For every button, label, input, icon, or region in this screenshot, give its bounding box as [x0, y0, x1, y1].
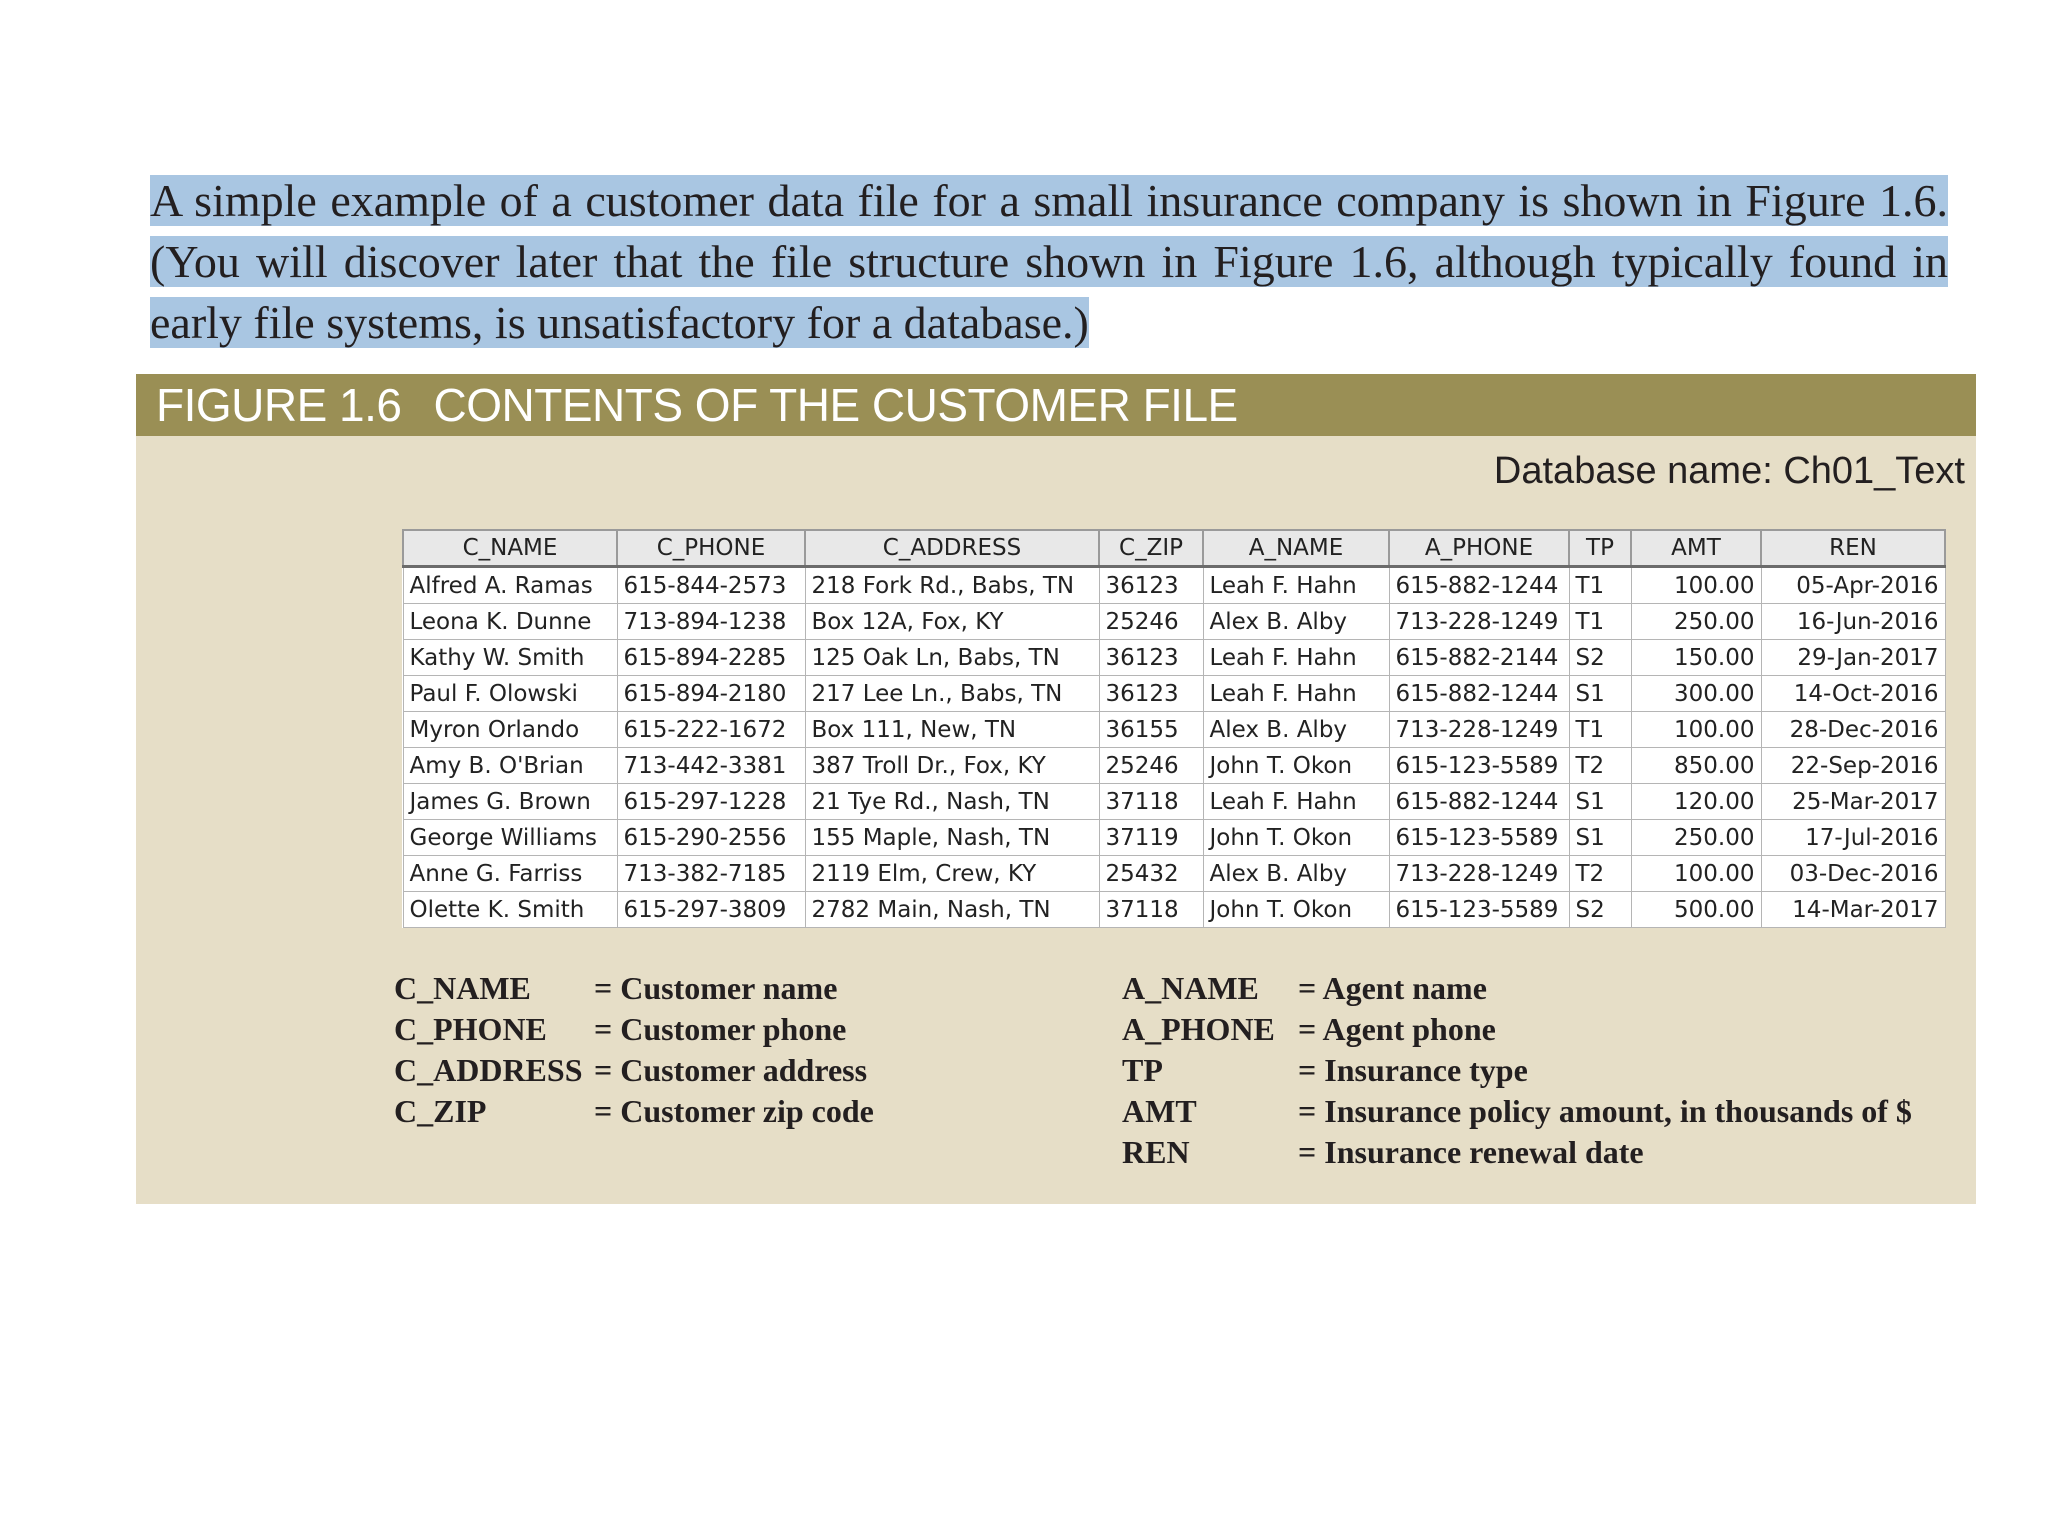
- table-cell-c-address: 125 Oak Ln, Babs, TN: [805, 640, 1099, 676]
- table-row: [403, 676, 1945, 712]
- table-cell-c-name: Olette K. Smith: [403, 892, 617, 928]
- legend-key: C_PHONE: [394, 1011, 547, 1047]
- legend-item: [394, 1091, 874, 1132]
- table-cell-c-phone: 713-894-1238: [617, 604, 805, 640]
- column-header: C_ZIP: [1099, 530, 1203, 567]
- table-cell-a-name: Leah F. Hahn: [1203, 784, 1389, 820]
- table-cell-tp: T2: [1569, 748, 1631, 784]
- figure-title: CONTENTS OF THE CUSTOMER FILE: [433, 379, 1238, 431]
- table-cell-ren: 25-Mar-2017: [1761, 784, 1945, 820]
- table-cell-a-phone: 713-228-1249: [1389, 712, 1569, 748]
- legend-item: [394, 968, 874, 1009]
- legend-item: [1122, 1009, 1912, 1050]
- column-header: REN: [1761, 530, 1945, 567]
- table-row: [403, 784, 1945, 820]
- table-cell-a-name: John T. Okon: [1203, 820, 1389, 856]
- table-cell-a-name: Alex B. Alby: [1203, 604, 1389, 640]
- table-row: [403, 856, 1945, 892]
- legend-item: [1122, 1132, 1912, 1173]
- intro-paragraph: [150, 170, 1948, 353]
- table-cell-tp: T2: [1569, 856, 1631, 892]
- table-cell-c-zip: 37118: [1099, 892, 1203, 928]
- table-cell-c-zip: 36155: [1099, 712, 1203, 748]
- table-cell-c-zip: 25432: [1099, 856, 1203, 892]
- table-row: [403, 567, 1945, 604]
- table-cell-c-phone: 615-894-2180: [617, 676, 805, 712]
- table-row: [403, 748, 1945, 784]
- table-row: [403, 712, 1945, 748]
- table-cell-c-name: Paul F. Olowski: [403, 676, 617, 712]
- table-cell-a-phone: 615-882-1244: [1389, 567, 1569, 604]
- legend-desc: = Insurance policy amount, in thousands of $: [1298, 1093, 1912, 1129]
- table-cell-tp: S2: [1569, 640, 1631, 676]
- column-header: A_NAME: [1203, 530, 1389, 567]
- table-cell-a-name: Leah F. Hahn: [1203, 640, 1389, 676]
- table-cell-c-name: Myron Orlando: [403, 712, 617, 748]
- table-cell-c-name: Amy B. O'Brian: [403, 748, 617, 784]
- table-cell-tp: T1: [1569, 604, 1631, 640]
- table-cell-ren: 28-Dec-2016: [1761, 712, 1945, 748]
- table-cell-c-address: 2119 Elm, Crew, KY: [805, 856, 1099, 892]
- table-cell-c-zip: 36123: [1099, 640, 1203, 676]
- table-cell-c-zip: 36123: [1099, 676, 1203, 712]
- column-header: AMT: [1631, 530, 1761, 567]
- legend-desc: = Insurance renewal date: [1298, 1134, 1644, 1170]
- table-cell-c-phone: 615-222-1672: [617, 712, 805, 748]
- table-cell-c-zip: 37118: [1099, 784, 1203, 820]
- table-cell-c-name: James G. Brown: [403, 784, 617, 820]
- table-cell-a-name: Alex B. Alby: [1203, 712, 1389, 748]
- legend-key: C_ADDRESS: [394, 1052, 583, 1088]
- table-cell-amt: 250.00: [1631, 604, 1761, 640]
- table-cell-ren: 14-Oct-2016: [1761, 676, 1945, 712]
- legend-desc: = Customer name: [594, 970, 838, 1006]
- table-cell-amt: 100.00: [1631, 712, 1761, 748]
- table-cell-amt: 850.00: [1631, 748, 1761, 784]
- table-cell-c-name: Leona K. Dunne: [403, 604, 617, 640]
- legend-right: [1122, 968, 1912, 1173]
- table-cell-tp: S1: [1569, 784, 1631, 820]
- table-cell-ren: 22-Sep-2016: [1761, 748, 1945, 784]
- table-cell-c-phone: 615-844-2573: [617, 567, 805, 604]
- legend-desc: = Customer phone: [594, 1011, 847, 1047]
- table-cell-a-phone: 713-228-1249: [1389, 604, 1569, 640]
- table-cell-a-phone: 615-123-5589: [1389, 820, 1569, 856]
- legend-key: C_ZIP: [394, 1093, 487, 1129]
- table-cell-c-address: Box 12A, Fox, KY: [805, 604, 1099, 640]
- table-row: [403, 640, 1945, 676]
- table-cell-c-zip: 37119: [1099, 820, 1203, 856]
- table-cell-a-phone: 615-882-1244: [1389, 676, 1569, 712]
- table-cell-a-name: John T. Okon: [1203, 748, 1389, 784]
- figure-header: [136, 374, 1976, 436]
- table-cell-c-zip: 36123: [1099, 567, 1203, 604]
- table-cell-c-address: 217 Lee Ln., Babs, TN: [805, 676, 1099, 712]
- table-cell-a-name: Leah F. Hahn: [1203, 567, 1389, 604]
- column-header: TP: [1569, 530, 1631, 567]
- legend-item: [1122, 1050, 1912, 1091]
- table-cell-tp: S1: [1569, 676, 1631, 712]
- table-cell-a-name: John T. Okon: [1203, 892, 1389, 928]
- table-cell-c-address: Box 111, New, TN: [805, 712, 1099, 748]
- table-cell-c-phone: 615-297-3809: [617, 892, 805, 928]
- table-cell-c-address: 21 Tye Rd., Nash, TN: [805, 784, 1099, 820]
- table-cell-c-address: 387 Troll Dr., Fox, KY: [805, 748, 1099, 784]
- table-cell-ren: 16-Jun-2016: [1761, 604, 1945, 640]
- legend-desc: = Customer zip code: [594, 1093, 874, 1129]
- legend-desc: = Agent phone: [1298, 1011, 1496, 1047]
- legend-desc: = Insurance type: [1298, 1052, 1528, 1088]
- table-cell-c-zip: 25246: [1099, 604, 1203, 640]
- legend-key: REN: [1122, 1134, 1190, 1170]
- table-cell-tp: T1: [1569, 712, 1631, 748]
- table-cell-amt: 500.00: [1631, 892, 1761, 928]
- table-header-row: [403, 530, 1945, 567]
- legend-desc: = Customer address: [594, 1052, 868, 1088]
- column-header: C_ADDRESS: [805, 530, 1099, 567]
- table-row: [403, 820, 1945, 856]
- customer-table: [402, 529, 1946, 928]
- table-cell-c-address: 155 Maple, Nash, TN: [805, 820, 1099, 856]
- table-row: [403, 892, 1945, 928]
- figure-panel: [136, 436, 1976, 1204]
- table-cell-amt: 100.00: [1631, 856, 1761, 892]
- table-cell-c-phone: 615-894-2285: [617, 640, 805, 676]
- legend-key: C_NAME: [394, 970, 531, 1006]
- table-cell-a-phone: 615-123-5589: [1389, 892, 1569, 928]
- legend-desc: = Agent name: [1298, 970, 1487, 1006]
- table-cell-c-phone: 713-442-3381: [617, 748, 805, 784]
- table-cell-c-name: George Williams: [403, 820, 617, 856]
- table-cell-amt: 120.00: [1631, 784, 1761, 820]
- table-cell-amt: 100.00: [1631, 567, 1761, 604]
- table-cell-a-name: Leah F. Hahn: [1203, 676, 1389, 712]
- table-cell-a-phone: 713-228-1249: [1389, 856, 1569, 892]
- intro-text: A simple example of a customer data file for a small insurance company is shown in Figure 1.6. (You will discover later that the file structure shown in Figure 1.6, although typically found in early file systems, is unsatisfactory for a database.): [150, 175, 1948, 348]
- table-cell-ren: 17-Jul-2016: [1761, 820, 1945, 856]
- legend-item: [1122, 968, 1912, 1009]
- table-cell-c-name: Alfred A. Ramas: [403, 567, 617, 604]
- legend-key: A_NAME: [1122, 970, 1259, 1006]
- legend-item: [394, 1009, 874, 1050]
- table-cell-tp: T1: [1569, 567, 1631, 604]
- table-cell-ren: 03-Dec-2016: [1761, 856, 1945, 892]
- database-name: Database name: Ch01_Text: [1493, 450, 1965, 492]
- column-header: A_PHONE: [1389, 530, 1569, 567]
- table-cell-c-phone: 713-382-7185: [617, 856, 805, 892]
- table-cell-c-name: Kathy W. Smith: [403, 640, 617, 676]
- table-cell-a-phone: 615-882-1244: [1389, 784, 1569, 820]
- table-cell-c-phone: 615-297-1228: [617, 784, 805, 820]
- legend-key: A_PHONE: [1122, 1011, 1275, 1047]
- table-cell-tp: S1: [1569, 820, 1631, 856]
- legend-key: TP: [1122, 1052, 1163, 1088]
- table-row: [403, 604, 1945, 640]
- table-cell-tp: S2: [1569, 892, 1631, 928]
- legend-left: [394, 968, 874, 1132]
- table-cell-ren: 29-Jan-2017: [1761, 640, 1945, 676]
- table-cell-amt: 150.00: [1631, 640, 1761, 676]
- legend-key: AMT: [1122, 1093, 1197, 1129]
- table-cell-a-phone: 615-123-5589: [1389, 748, 1569, 784]
- table-cell-a-name: Alex B. Alby: [1203, 856, 1389, 892]
- table-cell-ren: 14-Mar-2017: [1761, 892, 1945, 928]
- legend-item: [394, 1050, 874, 1091]
- legend-item: [1122, 1091, 1912, 1132]
- figure-number: FIGURE 1.6: [156, 379, 402, 431]
- table-cell-c-address: 218 Fork Rd., Babs, TN: [805, 567, 1099, 604]
- table-cell-c-zip: 25246: [1099, 748, 1203, 784]
- table-cell-c-name: Anne G. Farriss: [403, 856, 617, 892]
- table-cell-c-phone: 615-290-2556: [617, 820, 805, 856]
- column-header: C_PHONE: [617, 530, 805, 567]
- column-header: C_NAME: [403, 530, 617, 567]
- table-cell-amt: 250.00: [1631, 820, 1761, 856]
- table-cell-ren: 05-Apr-2016: [1761, 567, 1945, 604]
- table-cell-a-phone: 615-882-2144: [1389, 640, 1569, 676]
- table-cell-c-address: 2782 Main, Nash, TN: [805, 892, 1099, 928]
- table-cell-amt: 300.00: [1631, 676, 1761, 712]
